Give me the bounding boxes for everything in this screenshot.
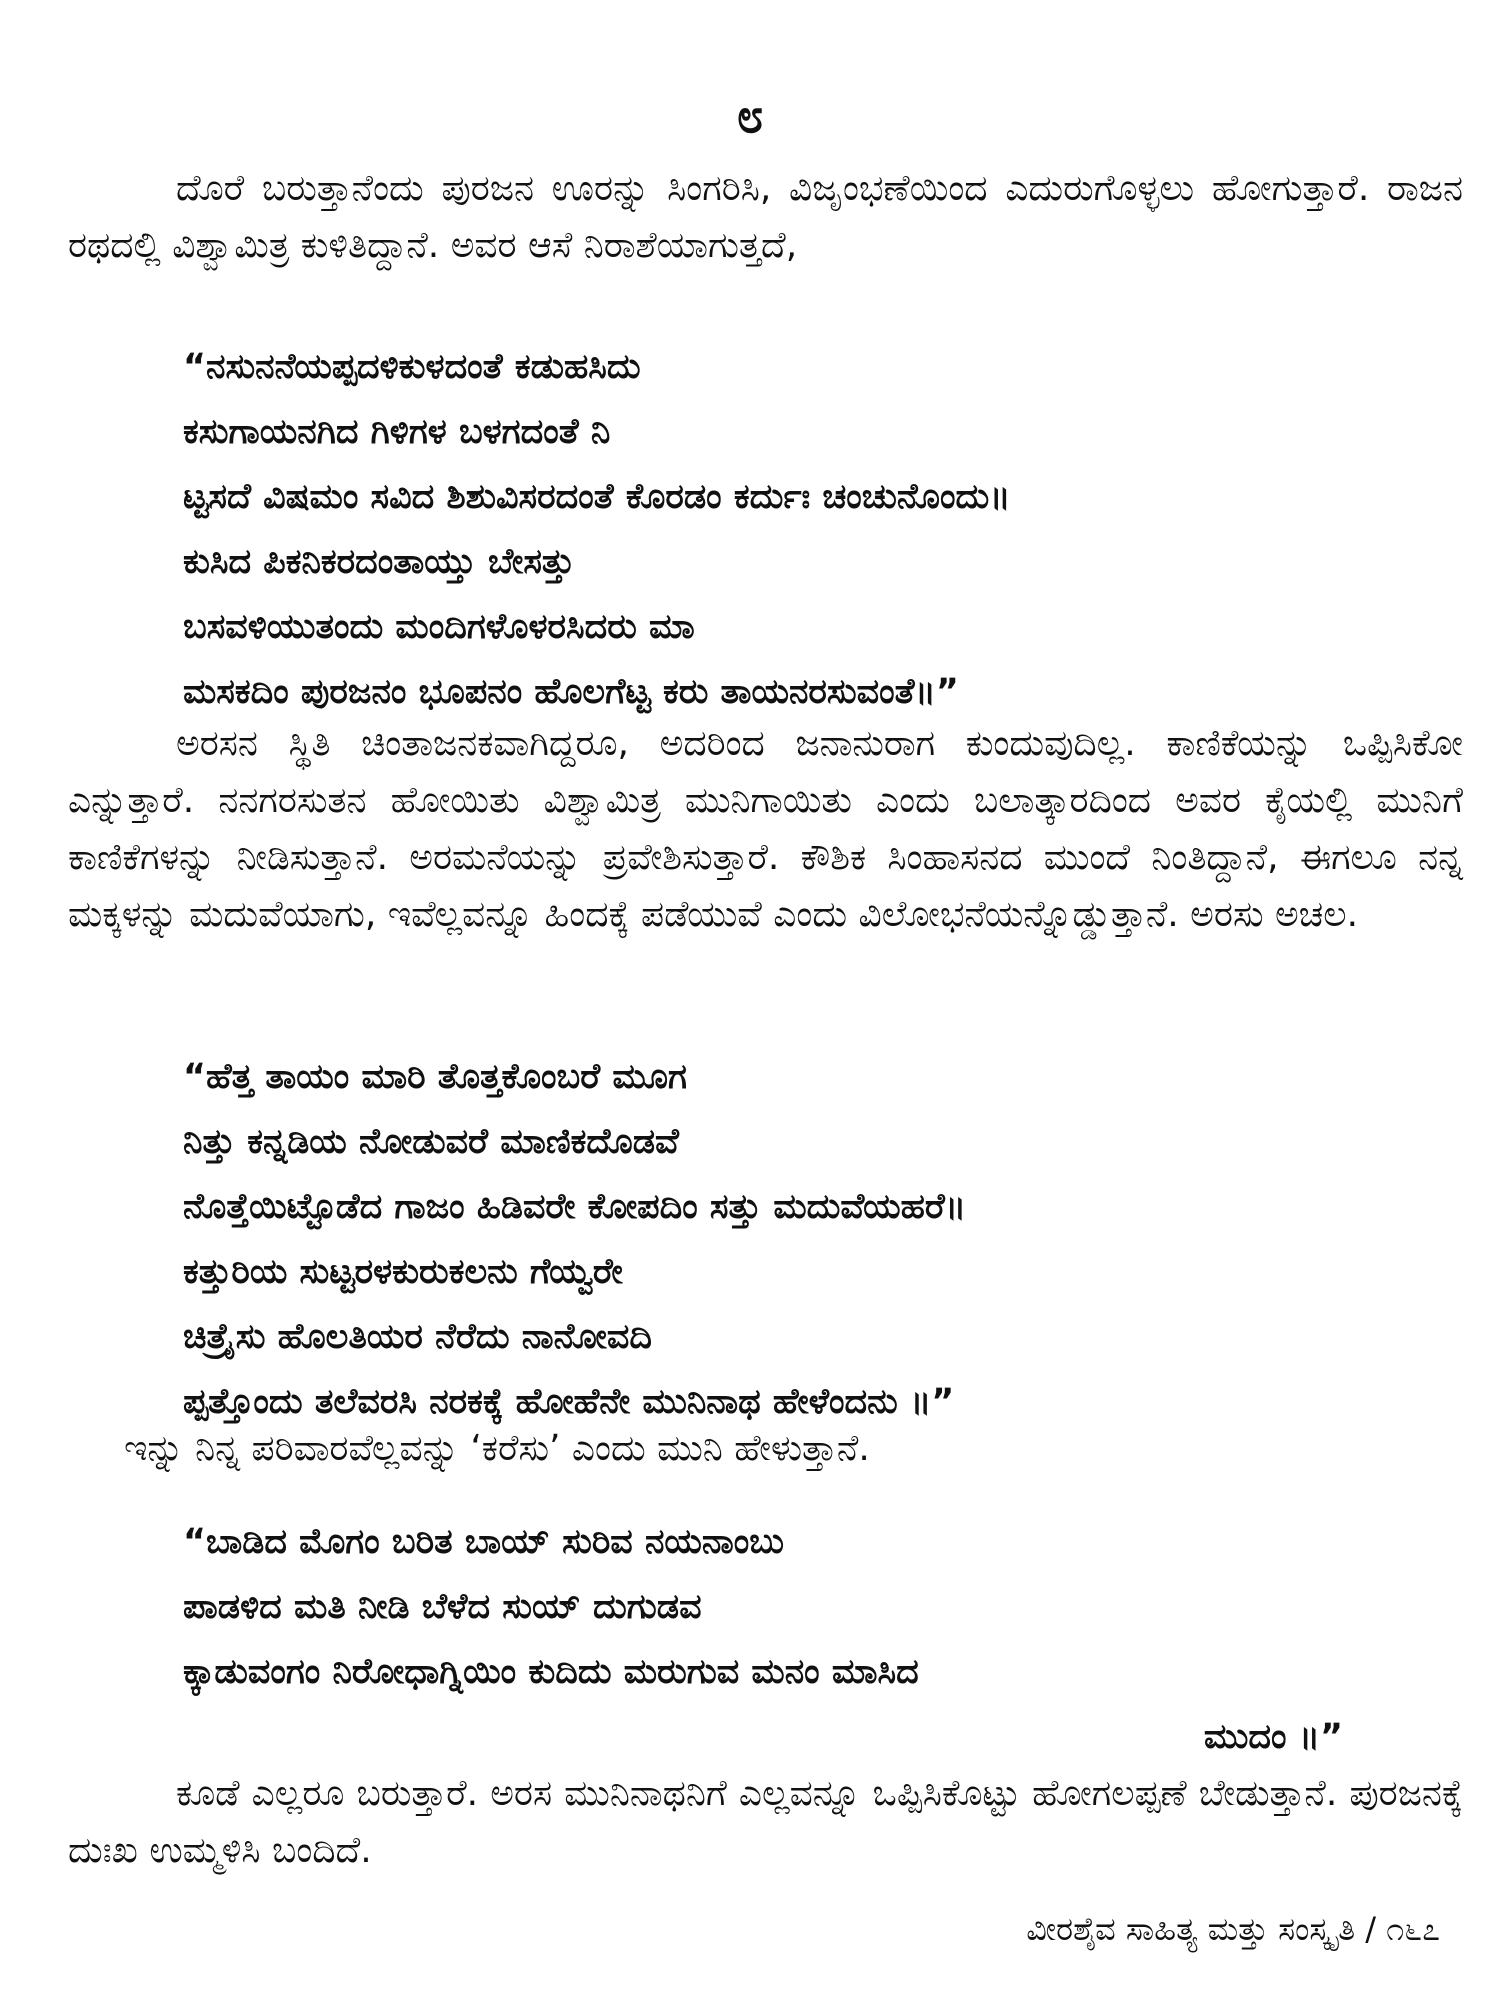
verse-line: ಮಸಕದಿಂ ಪುರಜನಂ ಭೂಪನಂ ಹೊಲಗೆಟ್ಟ ಕರು ತಾಯನರಸುವಂತೆ॥” bbox=[183, 672, 959, 712]
verse-line: ಪ್ಪತ್ತೊಂದು ತಲೆವರಸಿ ನರಕಕ್ಕೆ ಹೋಹೆನೇ ಮುನಿನಾಥ ಹೇಳೆಂದನು ॥” bbox=[183, 1382, 955, 1422]
verse-block-2 bbox=[183, 1045, 1483, 1435]
verse-line: ಬಸವಳಿಯುತಂದು ಮಂದಿಗಳೊಳರಸಿದರು ಮಾ bbox=[183, 607, 695, 647]
paragraph-4: ಕೂಡೆ ಎಲ್ಲರೂ ಬರುತ್ತಾರೆ. ಅರಸ ಮುನಿನಾಥನಿಗೆ ಎಲ್ಲವನ್ನೂ ಒಪ್ಪಿಸಿಕೊಟ್ಟು ಹೋಗಲಪ್ಪಣೆ ಬೇಡುತ್ತಾನೆ. ಪುರಜನಕ್ಕೆ ದುಃಖ ಉಮ್ಮಳಿಸಿ ಬಂದಿದೆ. bbox=[68, 1773, 1463, 1871]
verse-line: ನೊತ್ತೆಯಿಟ್ಟೊಡೆದ ಗಾಜಂ ಹಿಡಿವರೇ ಕೋಪದಿಂ ಸತ್ತು ಮದುವೆಯಹರೆ॥ bbox=[183, 1187, 967, 1227]
running-footer: ವೀರಶೈವ ಸಾಹಿತ್ಯ ಮತ್ತು ಸಂಸ್ಕೃತಿ / ೧೬೭ bbox=[1026, 1910, 1440, 1948]
page-number: ೮ bbox=[736, 88, 764, 144]
verse-block-1 bbox=[183, 335, 1483, 725]
verse-line: ಕುಸಿದ ಪಿಕನಿಕರದಂತಾಯ್ತು ಬೇಸತ್ತು bbox=[183, 542, 575, 582]
verse-line: “ಬಾಡಿದ ಮೊಗಂ ಬರಿತ ಬಾಯ್ ಸುರಿವ ನಯನಾಂಬು bbox=[183, 1522, 785, 1562]
paragraph-2: ಅರಸನ ಸ್ಥಿತಿ ಚಿಂತಾಜನಕವಾಗಿದ್ದರೂ, ಅದರಿಂದ ಜನಾನುರಾಗ ಕುಂದುವುದಿಲ್ಲ. ಕಾಣಿಕೆಯನ್ನು ಒಪ್ಪಿಸಿಕೋ ಎನ್ನುತ್ತಾರೆ. ನನಗರಸುತನ ಹೋಯಿತು ವಿಶ್ವಾಮಿತ್ರ ಮುನಿಗಾಯಿತು ಎಂದು ಬಲಾತ್ಕಾರದಿಂದ ಅವರ ಕೈಯಲ್ಲಿ ಮುನಿಗೆ ಕಾಣಿಕೆಗಳನ್ನು ನೀಡಿಸುತ್ತಾನೆ. ಅರಮನೆಯನ್ನು ಪ್ರವೇಶಿಸುತ್ತಾರೆ. ಕೌಶಿಕ ಸಿಂಹಾಸನದ ಮುಂದೆ ನಿಂತಿದ್ದಾನೆ, ಈಗಲೂ ನನ್ನ ಮಕ್ಕಳನ್ನು ಮದುವೆಯಾಗು, ಇವೆಲ್ಲವನ್ನೂ ಹಿಂದಕ್ಕೆ ಪಡೆಯುವೆ ಎಂದು ವಿಲೋಭನೆಯನ್ನೊಡ್ಡುತ್ತಾನೆ. ಅರಸು ಅಚಲ. bbox=[68, 723, 1463, 935]
verse-line: “ನಸುನನೆಯಪ್ಪದಳಿಕುಳದಂತೆ ಕಡುಹಸಿದು bbox=[183, 347, 641, 387]
paragraph-3: ಇನ್ನು ನಿನ್ನ ಪರಿವಾರವೆಲ್ಲವನ್ನು ‘ಕರೆಸು’ ಎಂದು ಮುನಿ ಹೇಳುತ್ತಾನೆ. bbox=[124, 1428, 870, 1469]
paragraph-1: ದೊರೆ ಬರುತ್ತಾನೆಂದು ಪುರಜನ ಊರನ್ನು ಸಿಂಗರಿಸಿ, ವಿಜೃಂಭಣೆಯಿಂದ ಎದುರುಗೊಳ್ಳಲು ಹೋಗುತ್ತಾರೆ. ರಾಜನ ರಥದಲ್ಲಿ ವಿಶ್ವಾಮಿತ್ರ ಕುಳಿತಿದ್ದಾನೆ. ಅವರ ಆಸೆ ನಿರಾಶೆಯಾಗುತ್ತದೆ, bbox=[68, 168, 1463, 266]
verse-line: ಕ್ಕಾಡುವಂಗಂ ನಿರೋಧಾಗ್ನಿಯಿಂ ಕುದಿದು ಮರುಗುವ ಮನಂ ಮಾಸಿದ bbox=[183, 1652, 919, 1692]
verse-line: ಮುದಂ ॥” bbox=[1203, 1717, 1343, 1757]
verse-line: ನಿತ್ತು ಕನ್ನಡಿಯ ನೋಡುವರೆ ಮಾಣಿಕದೊಡವೆ bbox=[183, 1122, 679, 1162]
verse-line: ಪಾಡಳಿದ ಮತಿ ನೀಡಿ ಬೆಳೆದ ಸುಯ್ ದುಗುಡವ bbox=[183, 1587, 702, 1627]
verse-line: “ಹೆತ್ತ ತಾಯಂ ಮಾರಿ ತೊತ್ತಕೊಂಬರೆ ಮೂಗ bbox=[183, 1057, 687, 1097]
verse-line: ಚಿತ್ರೈಸು ಹೊಲತಿಯರ ನೆರೆದು ನಾನೋವದಿ bbox=[183, 1317, 652, 1357]
verse-line: ಕತ್ತುರಿಯ ಸುಟ್ಟರಳಕುರುಕಲನು ಗೆಯ್ವರೇ bbox=[183, 1252, 623, 1292]
verse-line: ಕಸುಗಾಯನಗಿದ ಗಿಳಿಗಳ ಬಳಗದಂತೆ ನಿ bbox=[183, 412, 611, 452]
verse-block-3 bbox=[183, 1510, 1483, 1770]
verse-line: ಟ್ಟಸದೆ ವಿಷಮಂ ಸವಿದ ಶಿಶುವಿಸರದಂತೆ ಕೊರಡಂ ಕರ್ದುಃ ಚಂಚುನೊಂದು॥ bbox=[183, 477, 1011, 517]
